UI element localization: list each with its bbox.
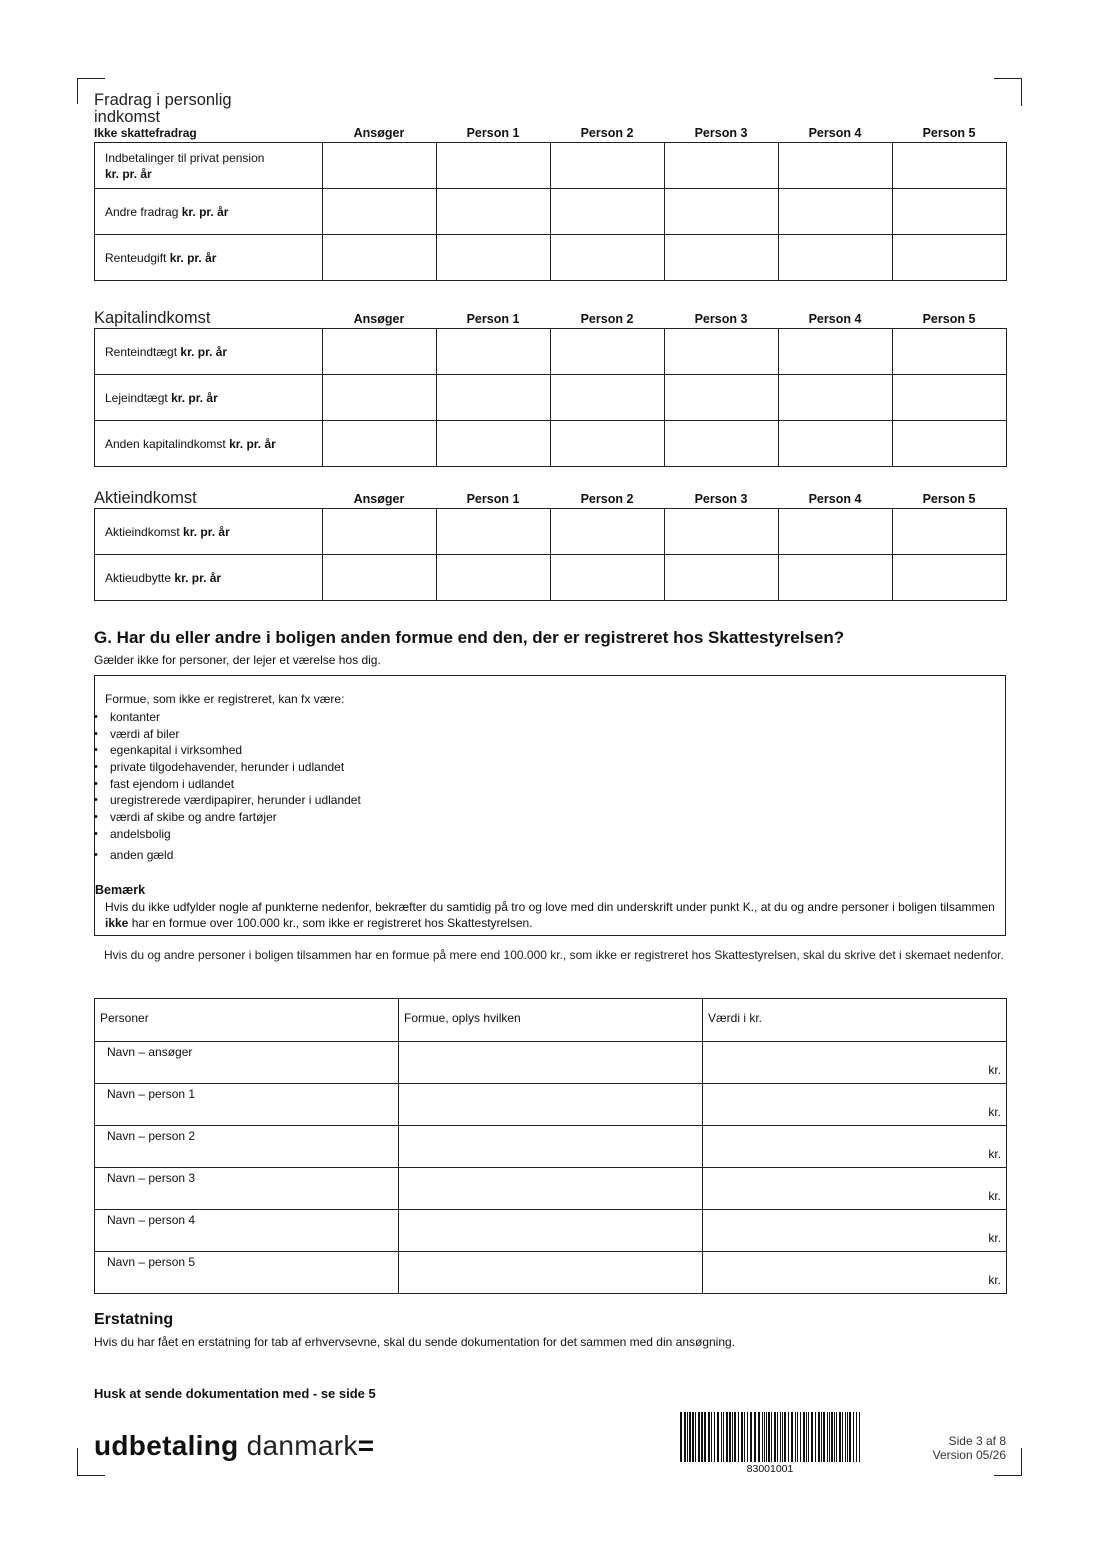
- row-unit: kr. pr. år: [171, 390, 218, 405]
- barcode-bar: [698, 1412, 700, 1462]
- wealth-header-persons: Personer: [95, 999, 399, 1042]
- capital-income-section: [94, 308, 1006, 467]
- amount-input-cell[interactable]: [779, 555, 893, 601]
- share-income-title: Aktieindkomst: [94, 489, 197, 507]
- remark-text-emphasis: ikke: [105, 916, 129, 930]
- documentation-reminder: Husk at sende dokumentation med - se side 5: [94, 1386, 376, 1401]
- wealth-value-field[interactable]: [703, 1252, 1007, 1294]
- barcode-bar: [717, 1412, 719, 1462]
- income-row: [95, 555, 1007, 601]
- column-header: Person 4: [808, 126, 862, 140]
- column-header: Person 2: [580, 312, 634, 326]
- barcode-bar: [849, 1412, 851, 1462]
- title-line-1: Fradrag i personlig: [94, 91, 232, 109]
- barcode-bar: [856, 1412, 857, 1462]
- udbetaling-danmark-logo: [94, 1430, 374, 1462]
- name-field-label: Navn – person 4: [107, 1213, 196, 1227]
- amount-input-cell[interactable]: [779, 329, 893, 375]
- amount-input-cell[interactable]: [323, 235, 437, 281]
- barcode-bar: [766, 1412, 767, 1462]
- remark-text-part2: har en formue over 100.000 kr., som ikke er registreret hos Skattestyrelsen.: [128, 916, 533, 930]
- amount-input-cell[interactable]: [437, 143, 551, 189]
- barcode-bar: [806, 1412, 807, 1462]
- row-label-text: Lejeindtægt: [105, 390, 168, 405]
- income-row: [95, 143, 1007, 189]
- amount-input-cell[interactable]: [323, 329, 437, 375]
- column-header: Person 3: [694, 312, 748, 326]
- income-row: [95, 235, 1007, 281]
- column-header: Person 3: [694, 492, 748, 506]
- barcode-bar: [774, 1412, 776, 1462]
- barcode-bar: [823, 1412, 825, 1462]
- row-unit: kr. pr. år: [229, 436, 276, 451]
- income-row: [95, 375, 1007, 421]
- compensation-text: Hvis du har fået en erstatning for tab af erhvervsevne, skal du sende dokumentation for det sammen med din ansøgning.: [94, 1335, 736, 1349]
- wealth-row: [95, 1210, 1007, 1252]
- row-label-text: Renteindtægt: [105, 344, 178, 359]
- barcode-bar: [747, 1412, 748, 1462]
- share-income-header: [94, 488, 1006, 508]
- column-header: Person 1: [466, 126, 520, 140]
- amount-input-cell[interactable]: [323, 509, 437, 555]
- row-label: [95, 421, 323, 467]
- barcode-bar: [692, 1412, 694, 1462]
- amount-input-cell[interactable]: [551, 189, 665, 235]
- page-number: Side 3 af 8: [948, 1434, 1006, 1448]
- wealth-example-item: • kontanter: [95, 709, 361, 726]
- row-label-text: Andre fradrag: [105, 204, 179, 219]
- wealth-example-item: • andelsbolig: [95, 826, 361, 843]
- amount-input-cell[interactable]: [893, 143, 1007, 189]
- amount-input-cell[interactable]: [893, 329, 1007, 375]
- column-header: Ansøger: [353, 492, 405, 506]
- barcode: [680, 1412, 860, 1462]
- wealth-value-field[interactable]: [703, 1084, 1007, 1126]
- barcode-bar: [689, 1412, 691, 1462]
- barcode-bar: [734, 1412, 736, 1462]
- barcode-bar: [744, 1412, 745, 1462]
- amount-input-cell[interactable]: [551, 235, 665, 281]
- amount-input-cell[interactable]: [893, 375, 1007, 421]
- amount-input-cell[interactable]: [437, 235, 551, 281]
- amount-input-cell[interactable]: [551, 143, 665, 189]
- name-field[interactable]: [95, 1042, 399, 1084]
- amount-input-cell[interactable]: [551, 375, 665, 421]
- personal-deductions-subtitle: Ikke skattefradrag: [94, 126, 197, 140]
- page-info: [900, 1434, 1006, 1462]
- barcode-bar: [839, 1412, 841, 1462]
- amount-input-cell[interactable]: [665, 143, 779, 189]
- wealth-example-item: • anden gæld: [95, 847, 361, 864]
- row-label: [95, 375, 323, 421]
- income-row: [95, 329, 1007, 375]
- name-field-label: Navn – person 5: [107, 1255, 196, 1269]
- income-row: [95, 421, 1007, 467]
- barcode-bar: [845, 1412, 846, 1462]
- logo-word-strong: udbetaling: [94, 1430, 239, 1461]
- barcode-bar: [791, 1412, 793, 1462]
- amount-input-cell[interactable]: [323, 421, 437, 467]
- section-g-title: G. Har du eller andre i boligen anden formue end den, der er registreret hos Skattestyrelsen?: [94, 628, 845, 647]
- barcode-bar: [795, 1412, 796, 1462]
- barcode-bar: [729, 1412, 731, 1462]
- barcode-bar: [842, 1412, 843, 1462]
- column-header: Person 3: [694, 126, 748, 140]
- row-label: [95, 235, 323, 281]
- barcode-bar: [800, 1412, 801, 1462]
- barcode-bar: [831, 1412, 833, 1462]
- wealth-type-field[interactable]: [399, 1168, 703, 1210]
- barcode-bar: [780, 1412, 781, 1462]
- name-field[interactable]: [95, 1084, 399, 1126]
- barcode-bar: [701, 1412, 703, 1462]
- row-label: [95, 509, 323, 555]
- row-label-text: Aktieudbytte: [105, 570, 172, 585]
- barcode-bar: [711, 1412, 712, 1462]
- amount-input-cell[interactable]: [437, 189, 551, 235]
- amount-input-cell[interactable]: [551, 329, 665, 375]
- row-unit: kr. pr. år: [181, 204, 229, 219]
- income-row: [95, 509, 1007, 555]
- row-unit: kr. pr. år: [174, 570, 222, 585]
- barcode-bar: [808, 1412, 809, 1462]
- row-label: [95, 329, 323, 375]
- amount-input-cell[interactable]: [665, 421, 779, 467]
- name-field[interactable]: [95, 1252, 399, 1294]
- capital-income-title: Kapitalindkomst: [94, 309, 211, 327]
- share-income-table: [94, 508, 1007, 601]
- wealth-value-field[interactable]: [703, 1168, 1007, 1210]
- wealth-examples-list: [95, 709, 361, 863]
- amount-input-cell[interactable]: [893, 235, 1007, 281]
- row-label-text: Aktieindkomst: [105, 524, 180, 539]
- barcode-bar: [853, 1412, 854, 1462]
- amount-input-cell[interactable]: [437, 421, 551, 467]
- amount-input-cell[interactable]: [323, 143, 437, 189]
- row-unit: kr. pr. år: [105, 166, 152, 181]
- form-version: Version 05/26: [932, 1448, 1006, 1462]
- barcode-bar: [764, 1412, 765, 1462]
- row-unit: kr. pr. år: [180, 344, 228, 359]
- barcode-bar: [687, 1412, 688, 1462]
- wealth-instruction: Hvis du og andre personer i boligen tilsammen har en formue på mere end 100.000 kr., som ikke er registreret hos Skattestyrelsen, skal du skrive det i skemaet nedenfor.: [104, 948, 1004, 962]
- barcode-bar: [762, 1412, 763, 1462]
- column-header: Person 4: [808, 312, 862, 326]
- compensation-title: Erstatning: [94, 1311, 174, 1328]
- amount-input-cell[interactable]: [665, 555, 779, 601]
- amount-input-cell[interactable]: [779, 143, 893, 189]
- currency-label: kr.: [988, 1189, 1001, 1203]
- barcode-bar: [721, 1412, 722, 1462]
- name-field-label: Navn – person 1: [107, 1087, 196, 1101]
- barcode-bar: [859, 1412, 860, 1462]
- barcode-bar: [818, 1412, 820, 1462]
- row-label-text: Anden kapitalindkomst: [105, 436, 226, 451]
- personal-deductions-table: [94, 142, 1007, 281]
- wealth-value-field[interactable]: [703, 1126, 1007, 1168]
- amount-input-cell[interactable]: [665, 375, 779, 421]
- wealth-example-item: • værdi af skibe og andre fartøjer: [95, 809, 361, 826]
- info-intro: Formue, som ikke er registreret, kan fx være:: [105, 692, 345, 706]
- amount-input-cell[interactable]: [437, 555, 551, 601]
- wealth-table: [94, 998, 1007, 1294]
- row-unit: kr. pr. år: [183, 524, 230, 539]
- wealth-header-type: Formue, oplys hvilken: [399, 999, 703, 1042]
- row-label-text: Indbetalinger til privat pension: [105, 150, 265, 165]
- currency-label: kr.: [988, 1063, 1001, 1077]
- section-g-subtitle: Gælder ikke for personer, der lejer et værelse hos dig.: [94, 653, 381, 667]
- wealth-value-field[interactable]: [703, 1210, 1007, 1252]
- unregistered-wealth-info-box: [94, 675, 1006, 936]
- remark-title: Bemærk: [95, 883, 146, 897]
- barcode-bar: [750, 1412, 752, 1462]
- wealth-type-field[interactable]: [399, 1210, 703, 1252]
- amount-input-cell[interactable]: [323, 555, 437, 601]
- amount-input-cell[interactable]: [551, 555, 665, 601]
- wealth-type-field[interactable]: [399, 1042, 703, 1084]
- amount-input-cell[interactable]: [665, 329, 779, 375]
- barcode-bar: [827, 1412, 828, 1462]
- wealth-example-item: • værdi af biler: [95, 726, 361, 743]
- amount-input-cell[interactable]: [323, 189, 437, 235]
- barcode-bar: [784, 1412, 786, 1462]
- barcode-bar: [726, 1412, 728, 1462]
- column-header: Ansøger: [353, 312, 405, 326]
- barcode-bar: [738, 1412, 739, 1462]
- amount-input-cell[interactable]: [551, 421, 665, 467]
- barcode-bar: [732, 1412, 733, 1462]
- row-label: [95, 189, 323, 235]
- barcode-bar: [708, 1412, 710, 1462]
- remark-text-part1: Hvis du ikke udfylder nogle af punkterne nedenfor, bekræfter du samtidig på tro og love med din underskrift under punkt K., at du og andre personer i boligen tilsammen: [105, 900, 995, 914]
- column-header: Person 5: [922, 312, 976, 326]
- capital-income-header: [94, 308, 1006, 328]
- column-header: Person 5: [922, 492, 976, 506]
- amount-input-cell[interactable]: [665, 509, 779, 555]
- column-header: Person 1: [466, 312, 520, 326]
- barcode-bar: [714, 1412, 715, 1462]
- amount-input-cell[interactable]: [665, 235, 779, 281]
- barcode-bar: [777, 1412, 778, 1462]
- name-field[interactable]: [95, 1210, 399, 1252]
- remark-text: [105, 899, 1005, 931]
- amount-input-cell[interactable]: [893, 555, 1007, 601]
- capital-income-table: [94, 328, 1007, 467]
- row-unit: kr. pr. år: [169, 250, 217, 265]
- barcode-bar: [834, 1412, 835, 1462]
- column-header: Ansøger: [353, 126, 405, 140]
- personal-deductions-header: [94, 126, 1006, 142]
- amount-input-cell[interactable]: [893, 421, 1007, 467]
- income-row: [95, 189, 1007, 235]
- share-income-section: [94, 488, 1006, 601]
- barcode-bar: [771, 1412, 772, 1462]
- column-header: Person 5: [922, 126, 976, 140]
- barcode-bar: [836, 1412, 837, 1462]
- amount-input-cell[interactable]: [437, 375, 551, 421]
- title-line-2: indkomst: [94, 108, 161, 126]
- name-field[interactable]: [95, 1126, 399, 1168]
- wealth-row: [95, 1042, 1007, 1084]
- wealth-example-item: • egenkapital i virksomhed: [95, 742, 361, 759]
- amount-input-cell[interactable]: [779, 421, 893, 467]
- wealth-example-item: • uregistrerede værdipapirer, herunder i udlandet: [95, 792, 361, 809]
- barcode-bar: [782, 1412, 783, 1462]
- personal-deductions-title: [94, 92, 1006, 126]
- wealth-row: [95, 1252, 1007, 1294]
- personal-deductions-section: [94, 92, 1006, 281]
- wealth-example-item: • fast ejendom i udlandet: [95, 776, 361, 793]
- amount-input-cell[interactable]: [779, 235, 893, 281]
- row-label-text: Renteudgift: [105, 250, 167, 265]
- amount-input-cell[interactable]: [779, 189, 893, 235]
- barcode-bar: [723, 1412, 724, 1462]
- wealth-row: [95, 1126, 1007, 1168]
- barcode-bar: [680, 1412, 682, 1462]
- barcode-bar: [847, 1412, 848, 1462]
- wealth-type-field[interactable]: [399, 1252, 703, 1294]
- column-header: Person 2: [580, 126, 634, 140]
- row-label: [95, 555, 323, 601]
- amount-input-cell[interactable]: [665, 189, 779, 235]
- amount-input-cell[interactable]: [437, 329, 551, 375]
- wealth-example-item: • private tilgodehavender, herunder i udlandet: [95, 759, 361, 776]
- logo-mark: =: [357, 1430, 375, 1461]
- name-field-label: Navn – person 2: [107, 1129, 196, 1143]
- barcode-bar: [741, 1412, 743, 1462]
- barcode-bar: [815, 1412, 816, 1462]
- barcode-bar: [803, 1412, 805, 1462]
- column-header: Person 2: [580, 492, 634, 506]
- logo-word-light: danmark: [246, 1430, 358, 1461]
- barcode-bar: [811, 1412, 813, 1462]
- amount-input-cell[interactable]: [323, 375, 437, 421]
- currency-label: kr.: [988, 1273, 1001, 1287]
- name-field-label: Navn – ansøger: [107, 1045, 193, 1059]
- amount-input-cell[interactable]: [551, 509, 665, 555]
- barcode-bar: [695, 1412, 696, 1462]
- barcode-bar: [684, 1412, 686, 1462]
- wealth-row: [95, 1084, 1007, 1126]
- barcode-number: 83001001: [746, 1463, 794, 1475]
- barcode-bar: [758, 1412, 760, 1462]
- wealth-type-field[interactable]: [399, 1084, 703, 1126]
- barcode-bar: [797, 1412, 798, 1462]
- wealth-value-field[interactable]: [703, 1042, 1007, 1084]
- currency-label: kr.: [988, 1105, 1001, 1119]
- wealth-row: [95, 1168, 1007, 1210]
- wealth-header-value: Værdi i kr.: [703, 999, 1007, 1042]
- name-field-label: Navn – person 3: [107, 1171, 196, 1185]
- currency-label: kr.: [988, 1231, 1001, 1245]
- amount-input-cell[interactable]: [893, 509, 1007, 555]
- barcode-bar: [829, 1412, 830, 1462]
- barcode-bar: [821, 1412, 822, 1462]
- barcode-bar: [788, 1412, 789, 1462]
- barcode-bar: [704, 1412, 706, 1462]
- amount-input-cell[interactable]: [893, 189, 1007, 235]
- row-label: [95, 143, 323, 189]
- column-header: Person 4: [808, 492, 862, 506]
- amount-input-cell[interactable]: [437, 509, 551, 555]
- currency-label: kr.: [988, 1147, 1001, 1161]
- name-field[interactable]: [95, 1168, 399, 1210]
- amount-input-cell[interactable]: [779, 375, 893, 421]
- amount-input-cell[interactable]: [779, 509, 893, 555]
- barcode-bar: [768, 1412, 770, 1462]
- column-header: Person 1: [466, 492, 520, 506]
- wealth-type-field[interactable]: [399, 1126, 703, 1168]
- barcode-bar: [754, 1412, 756, 1462]
